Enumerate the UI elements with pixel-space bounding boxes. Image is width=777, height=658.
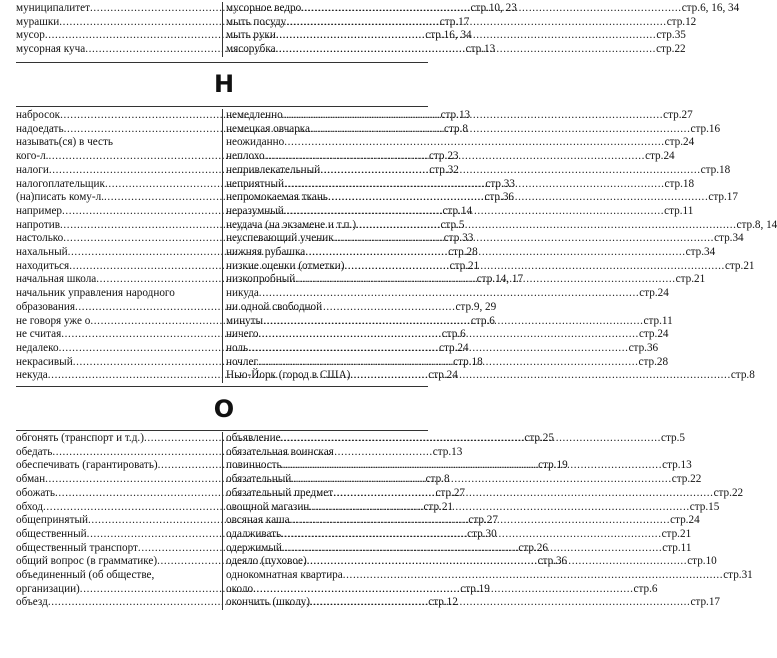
page-reference: стр.17 xyxy=(690,596,721,609)
page-reference: стр.21 xyxy=(724,259,755,272)
index-term: образования xyxy=(16,300,76,313)
index-term: не считая xyxy=(16,328,62,341)
index-term: мусор xyxy=(16,29,45,42)
index-term-line: называть(ся) в честь xyxy=(16,136,113,149)
page-reference: стр.8, 14 xyxy=(736,218,777,231)
page-reference: стр.14, 17 xyxy=(476,273,524,286)
index-term: одалживать xyxy=(226,527,282,540)
page-reference: стр.22 xyxy=(671,473,702,486)
index-term: около xyxy=(226,582,254,595)
page-reference: стр.34 xyxy=(685,246,716,259)
index-term: окончить (школу) xyxy=(226,596,310,609)
index-term: неожиданно xyxy=(226,136,285,149)
dot-leader xyxy=(276,29,656,43)
index-term: объявление xyxy=(226,432,281,444)
page-reference: стр.28 xyxy=(448,246,478,259)
page-reference: стр.17 xyxy=(708,191,738,204)
page-reference: стр.11 xyxy=(664,204,694,217)
page-reference: стр.35 xyxy=(656,29,686,42)
page-reference: стр.34 xyxy=(714,232,744,245)
index-entry xyxy=(226,259,755,274)
section-n-entries xyxy=(16,109,777,383)
divider xyxy=(16,62,428,63)
page-reference: стр.21 xyxy=(675,273,706,286)
dot-leader xyxy=(307,555,687,569)
page-reference: стр.8 xyxy=(730,369,755,382)
page-reference: стр.5 xyxy=(440,218,465,231)
page-reference: стр.14 xyxy=(442,204,473,217)
page-reference: стр.28 xyxy=(638,355,669,368)
index-term: низкие оценки (отметки) xyxy=(226,259,345,272)
index-term-line: ни одной свободной xyxy=(226,300,323,313)
dot-leader xyxy=(343,569,723,583)
dot-leader xyxy=(281,432,661,446)
dot-leader xyxy=(291,473,671,487)
page-reference: стр.22 xyxy=(713,486,744,499)
index-term: мыть руки xyxy=(226,29,276,42)
index-term: низкопробный xyxy=(226,273,296,286)
dot-leader xyxy=(276,43,656,57)
page-reference: стр.11 xyxy=(662,541,692,554)
index-term: кого-л. xyxy=(16,150,49,163)
index-term: обгонять (транспорт и т.д.) xyxy=(16,432,144,444)
index-term: мусорная куча xyxy=(16,43,86,56)
dot-leader xyxy=(310,596,690,610)
index-term-line: объединенный (об обществе, xyxy=(16,569,155,582)
index-term: надоедать xyxy=(16,122,64,135)
dot-leader xyxy=(344,260,724,274)
page-reference: стр.12 xyxy=(666,15,697,28)
dot-leader xyxy=(281,528,661,542)
index-term: ноль xyxy=(226,341,249,354)
index-term: нижняя рубашка xyxy=(226,246,306,259)
index-term: обход xyxy=(16,500,43,513)
index-term: некуда xyxy=(16,369,48,382)
index-entry xyxy=(16,569,219,583)
index-term: овсяная каша xyxy=(226,514,290,527)
index-term: организации) xyxy=(16,582,80,595)
page-reference: стр.33 xyxy=(443,232,474,245)
section-letter-o: О xyxy=(213,395,235,423)
divider xyxy=(16,430,428,431)
page-reference: стр.21 xyxy=(449,259,480,272)
page-reference: стр.15 xyxy=(689,500,720,513)
page-reference: стр.13 xyxy=(662,459,692,472)
dot-leader xyxy=(301,2,681,16)
index-term: мясорубка xyxy=(226,43,276,56)
page-reference: стр.8 xyxy=(425,473,450,486)
index-term: напротив xyxy=(16,218,60,231)
dot-leader xyxy=(258,356,638,370)
index-term: набросок xyxy=(16,109,61,121)
page-reference: стр.24 xyxy=(439,341,469,354)
page-reference: стр.24 xyxy=(670,514,700,527)
index-term: повинность xyxy=(226,459,282,472)
page-reference: стр.36 xyxy=(628,341,659,354)
index-term: например xyxy=(16,204,63,217)
page-reference: стр.5 xyxy=(661,432,685,444)
index-term: неплохо xyxy=(226,150,265,163)
dot-leader xyxy=(248,342,628,356)
index-term: минуты xyxy=(226,314,264,327)
index-term: находиться xyxy=(16,259,70,272)
page-reference: стр.31 xyxy=(723,569,753,582)
dot-leader xyxy=(350,369,730,383)
dot-leader xyxy=(253,583,633,597)
dot-leader xyxy=(283,109,663,123)
index-term: налоги xyxy=(16,163,49,176)
index-term: начальная школа xyxy=(16,273,97,286)
page-reference: стр.9, 29 xyxy=(455,300,497,313)
dot-leader xyxy=(305,246,685,260)
page-reference: стр.16, 34 xyxy=(425,29,472,42)
index-term: общепринятый xyxy=(16,514,88,527)
index-term: обедать xyxy=(16,445,53,458)
dot-leader xyxy=(333,487,713,501)
dot-leader xyxy=(334,232,714,246)
index-term: однокомнатная квартира xyxy=(226,569,343,582)
index-term: (на)писать кому-л. xyxy=(16,191,104,204)
index-term: нахальный xyxy=(16,246,68,259)
index-term: овощной магазин xyxy=(226,500,310,513)
page-reference: стр.18 xyxy=(453,355,483,368)
index-entry xyxy=(226,287,669,301)
page-reference: стр.23 xyxy=(428,150,459,163)
section-o-entries xyxy=(16,432,753,610)
top-entries xyxy=(16,2,740,57)
page-reference: стр.13 xyxy=(432,445,463,458)
index-term: неприятный xyxy=(226,177,285,190)
index-term: мурашки xyxy=(16,15,60,28)
dot-leader xyxy=(310,123,690,137)
index-term: никуда xyxy=(226,287,259,300)
index-term: настолько xyxy=(16,232,64,245)
index-term: одеяло (пуховое) xyxy=(226,555,307,568)
index-entry xyxy=(226,569,753,583)
dot-leader xyxy=(284,205,664,219)
dot-leader xyxy=(263,315,643,329)
page-reference: стр.19 xyxy=(460,582,490,595)
page-reference: стр.18 xyxy=(664,177,695,190)
index-entry xyxy=(226,446,428,460)
index-entry xyxy=(226,301,428,315)
page-reference: стр.36 xyxy=(537,555,568,568)
page-reference: стр.11 xyxy=(643,314,673,327)
index-term: неразумный xyxy=(226,204,284,217)
index-entry xyxy=(16,136,219,150)
index-term: муниципалитет xyxy=(16,2,90,14)
index-term: мусорное ведро xyxy=(226,2,302,14)
dot-leader xyxy=(356,219,736,233)
index-term: немецкая овчарка xyxy=(226,122,311,135)
index-term: общий вопрос (в грамматике) xyxy=(16,555,158,568)
page-reference: стр.13 xyxy=(465,43,496,56)
index-term-line: начальник управления народного xyxy=(16,287,175,300)
index-term: немедленно xyxy=(226,109,283,121)
page-reference: стр.25 xyxy=(524,432,554,444)
page-reference: стр.19 xyxy=(538,459,568,472)
divider xyxy=(16,106,428,107)
index-term: обязательный xyxy=(226,473,292,486)
index-term: обеспечивать (гарантировать) xyxy=(16,459,158,472)
index-term: одержимый xyxy=(226,541,282,554)
page-reference: стр.27 xyxy=(468,514,498,527)
page-reference: стр.21 xyxy=(423,500,454,513)
dot-leader xyxy=(284,136,664,150)
index-term: налогоплательщик xyxy=(16,177,105,190)
dot-leader xyxy=(328,191,708,205)
page-reference: стр.13 xyxy=(440,109,471,121)
dot-leader xyxy=(320,164,700,178)
page-reference: стр.32 xyxy=(429,163,459,176)
dot-leader xyxy=(259,287,639,301)
dot-leader xyxy=(295,273,675,287)
page-reference: стр.24 xyxy=(428,369,458,382)
page-reference: стр.24 xyxy=(638,328,669,341)
dot-leader xyxy=(258,328,638,342)
index-term: непромокаемая ткань xyxy=(226,191,328,204)
index-term: не говоря уже о xyxy=(16,314,91,327)
page-reference: стр.24 xyxy=(639,287,669,300)
index-term: объезд xyxy=(16,596,48,609)
index-term: недалеко xyxy=(16,341,59,354)
page-reference: стр.18 xyxy=(700,163,731,176)
dot-leader xyxy=(290,514,670,528)
page-reference: стр.30 xyxy=(467,527,497,540)
page-reference: стр.12 xyxy=(428,596,458,609)
page-reference: стр.6 xyxy=(633,582,658,595)
page-reference: стр.36 xyxy=(484,191,515,204)
page-reference: стр.17 xyxy=(439,15,470,28)
index-entry xyxy=(16,287,219,301)
index-term: некрасивый xyxy=(16,355,73,368)
dot-leader xyxy=(309,501,689,515)
index-term: общественный транспорт xyxy=(16,541,138,554)
page-reference: стр.6, 16, 34 xyxy=(681,2,740,14)
page-reference: стр.8 xyxy=(444,122,468,135)
page-reference: стр.33 xyxy=(485,177,515,190)
page-reference: стр.24 xyxy=(664,136,695,149)
section-letter-n: Н xyxy=(213,70,235,98)
index-term: обожать xyxy=(16,486,55,499)
dot-leader xyxy=(282,459,662,473)
page-reference: стр.24 xyxy=(645,150,675,163)
index-term: неуспевающий ученик xyxy=(226,232,334,245)
index-term: мыть посуду xyxy=(226,15,287,28)
index-term: общественный xyxy=(16,527,87,540)
dot-leader xyxy=(284,178,664,192)
page-reference: стр.6 xyxy=(441,328,466,341)
page-reference: стр.16 xyxy=(690,122,721,135)
page-reference: стр.6 xyxy=(470,314,495,327)
index-term-line: обязательная воинская xyxy=(226,445,334,458)
index-term: обязательный предмет xyxy=(226,486,334,499)
dot-leader xyxy=(286,16,666,30)
page-reference: стр.21 xyxy=(661,527,692,540)
index-term: Нью-Йорк (город в США) xyxy=(226,369,351,382)
dot-leader xyxy=(265,150,645,164)
index-term: неудача (на экзамене и т.п.) xyxy=(226,218,357,231)
page-reference: стр.22 xyxy=(656,43,686,56)
page-reference: стр.10, 23 xyxy=(470,2,517,14)
index-term: ночлег xyxy=(226,355,259,368)
index-term: ничего xyxy=(226,328,259,341)
divider xyxy=(16,386,428,387)
dot-leader xyxy=(282,542,662,556)
page-reference: стр.27 xyxy=(435,486,466,499)
index-term: обман xyxy=(16,473,46,486)
page-reference: стр.10 xyxy=(687,555,717,568)
page-reference: стр.27 xyxy=(663,109,693,121)
page-reference: стр.26 xyxy=(518,541,548,554)
index-term: непривлекательный xyxy=(226,163,321,176)
index-entry xyxy=(226,136,695,150)
